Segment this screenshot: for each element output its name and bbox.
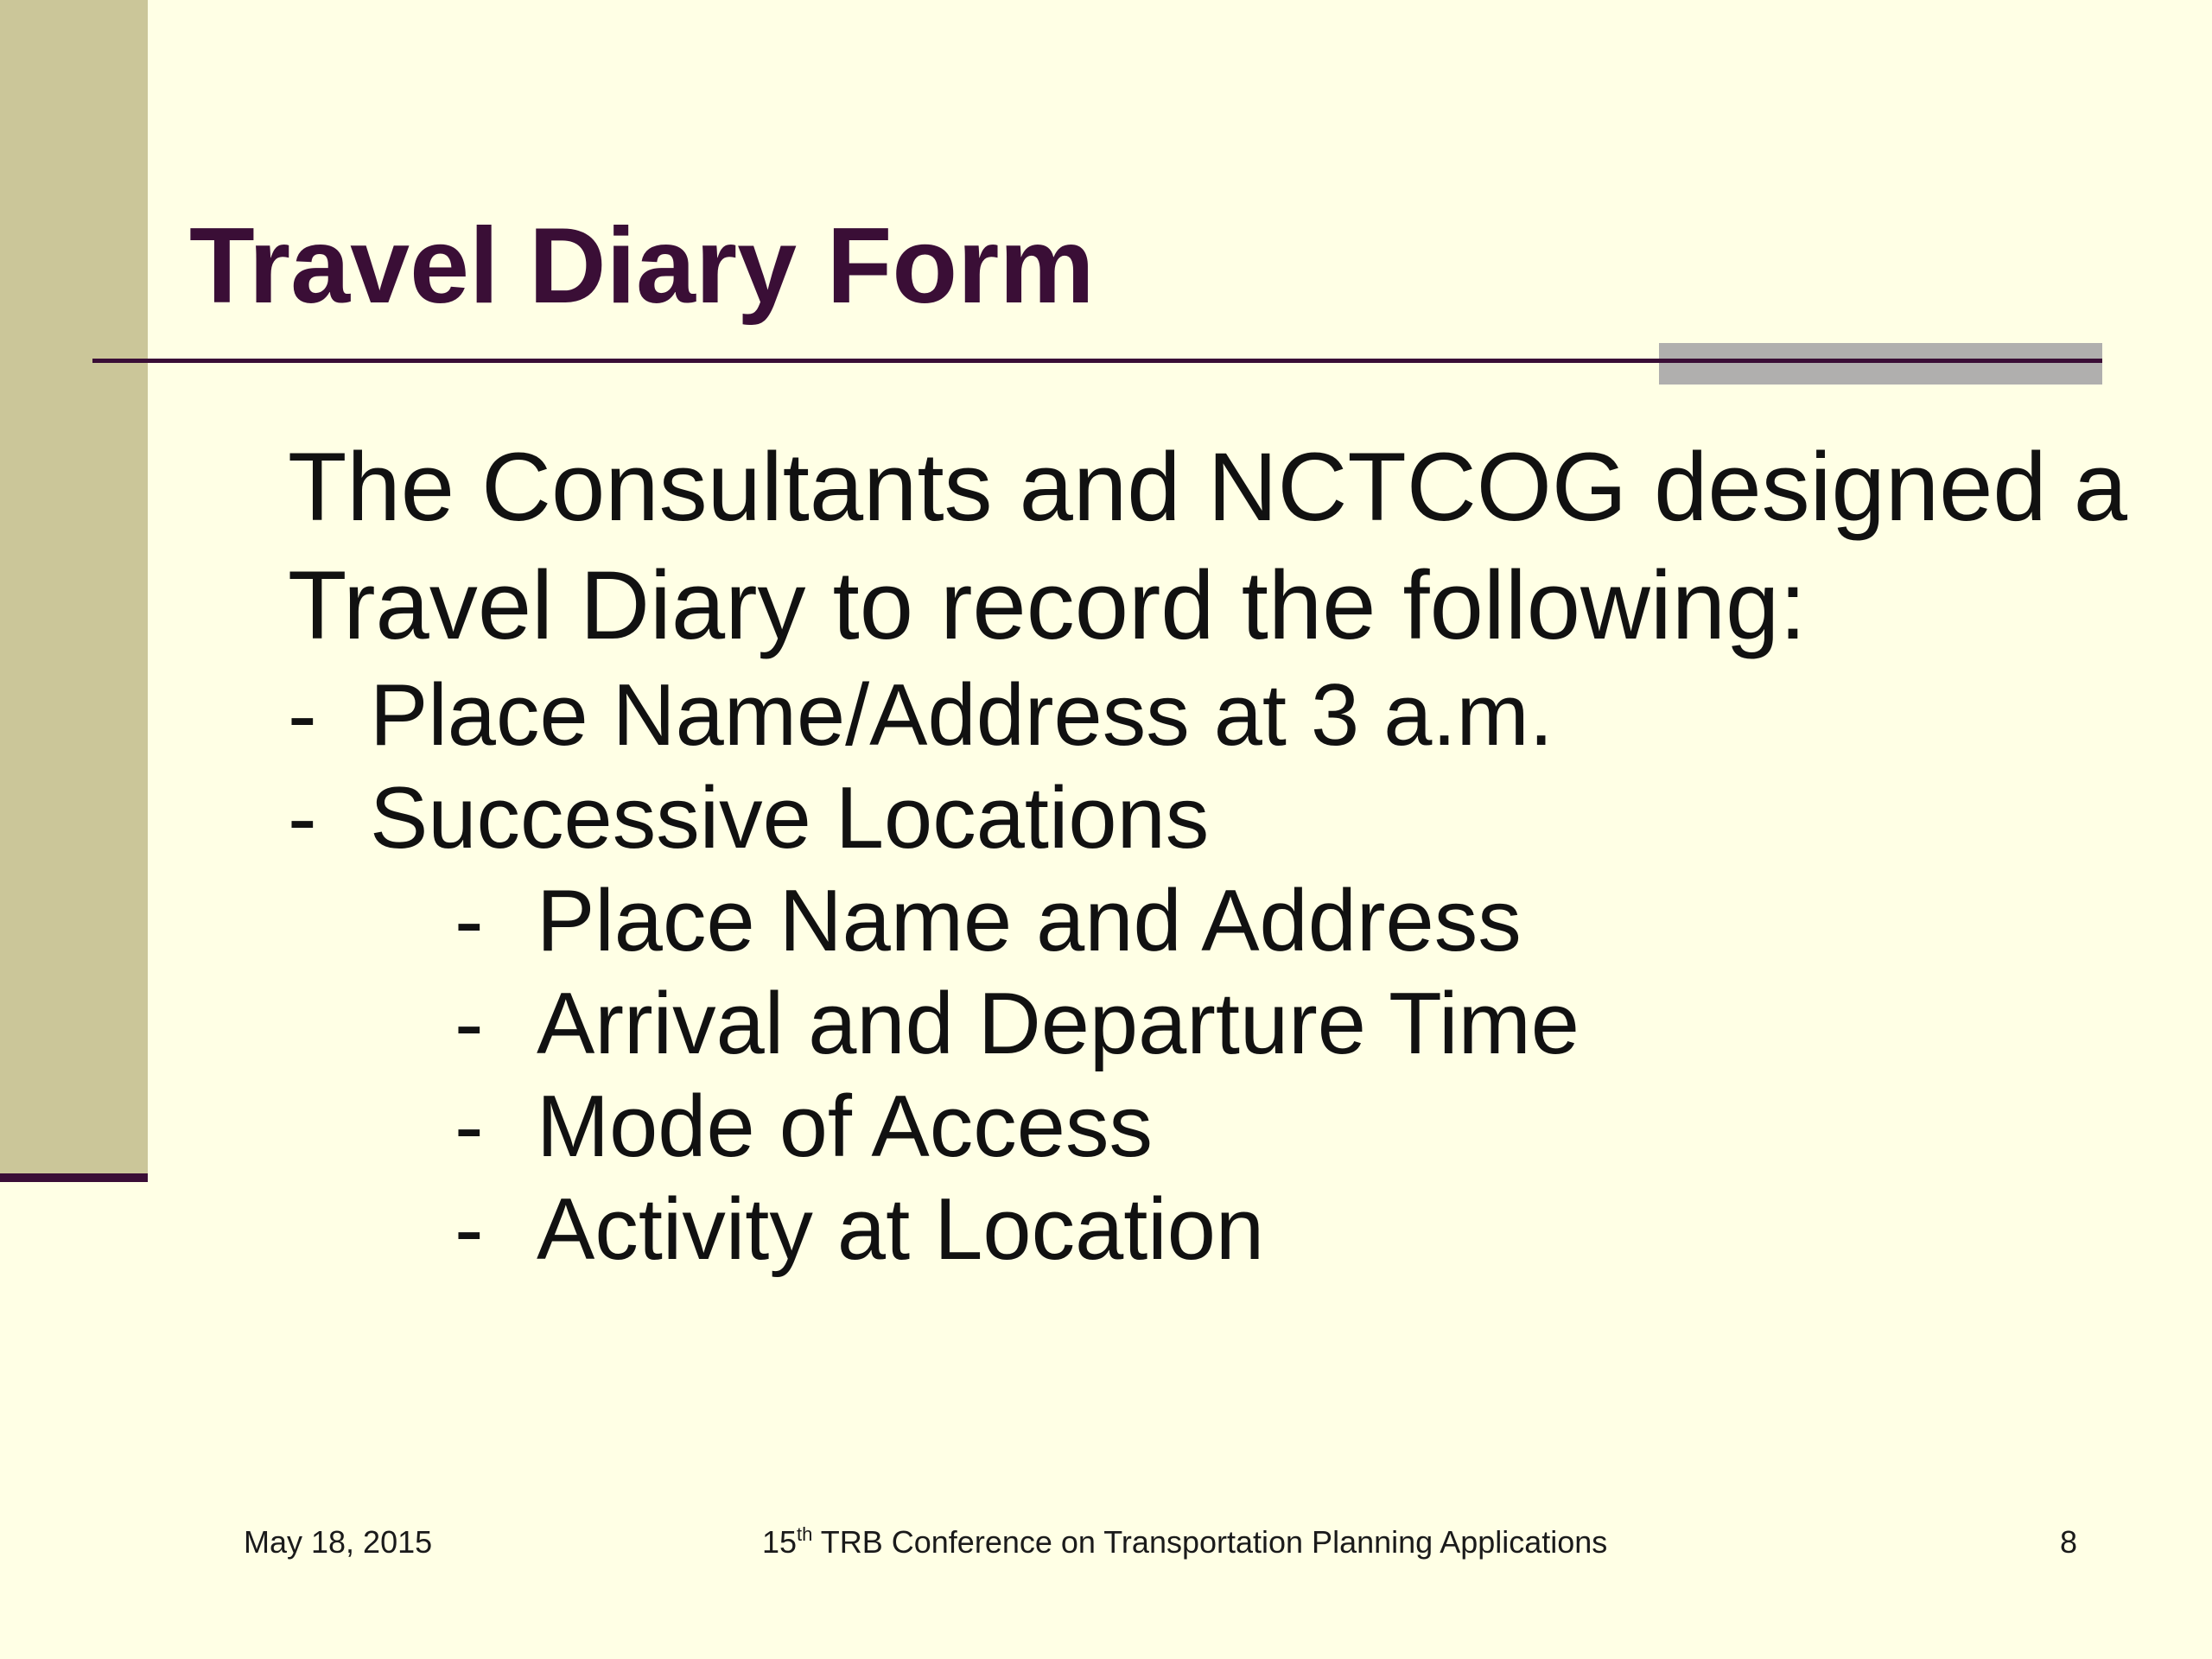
left-sidebar-bar	[0, 0, 148, 1175]
bullet-list	[288, 664, 2127, 1281]
sub-bullet-item	[454, 973, 2127, 1076]
bullet-dash: -	[454, 1181, 484, 1278]
sub-bullet-item	[454, 870, 2127, 973]
bullet-dash: -	[288, 770, 317, 867]
slide-title: Travel Diary Form	[189, 207, 1095, 326]
footer-page-number: 8	[2060, 1524, 2078, 1560]
sidebar-bottom-rule	[0, 1173, 148, 1182]
bullet-item	[288, 767, 2127, 870]
bullet-dash: -	[454, 1078, 484, 1175]
sub-bullet-item	[454, 1179, 2127, 1281]
bullet-item	[288, 664, 2127, 767]
sub-bullet-text: Arrival and Departure Time	[537, 976, 1580, 1072]
bullet-text: Successive Locations	[370, 770, 1210, 867]
intro-line-2: Travel Diary to record the following:	[288, 551, 1807, 659]
footer-date: May 18, 2015	[244, 1524, 433, 1560]
bullet-dash: -	[454, 873, 484, 969]
slide-body	[288, 428, 2127, 1281]
conference-name: TRB Conference on Transportation Planning Applications	[812, 1524, 1608, 1560]
intro-line-1: The Consultants and NCTCOG designed a	[288, 433, 2128, 541]
sub-bullet-item	[454, 1076, 2127, 1179]
conference-number: 15	[762, 1524, 798, 1560]
conference-ordinal-suffix: th	[797, 1523, 813, 1545]
title-underline-rule	[92, 359, 2102, 363]
title-accent-bar	[1659, 343, 2102, 385]
sub-bullet-text: Mode of Access	[537, 1078, 1153, 1175]
bullet-dash: -	[288, 667, 317, 764]
sub-bullet-text: Place Name and Address	[537, 873, 1522, 969]
bullet-text: Place Name/Address at 3 a.m.	[370, 667, 1554, 764]
bullet-dash: -	[454, 976, 484, 1072]
sub-bullet-text: Activity at Location	[537, 1181, 1265, 1278]
footer-conference	[762, 1524, 1607, 1560]
